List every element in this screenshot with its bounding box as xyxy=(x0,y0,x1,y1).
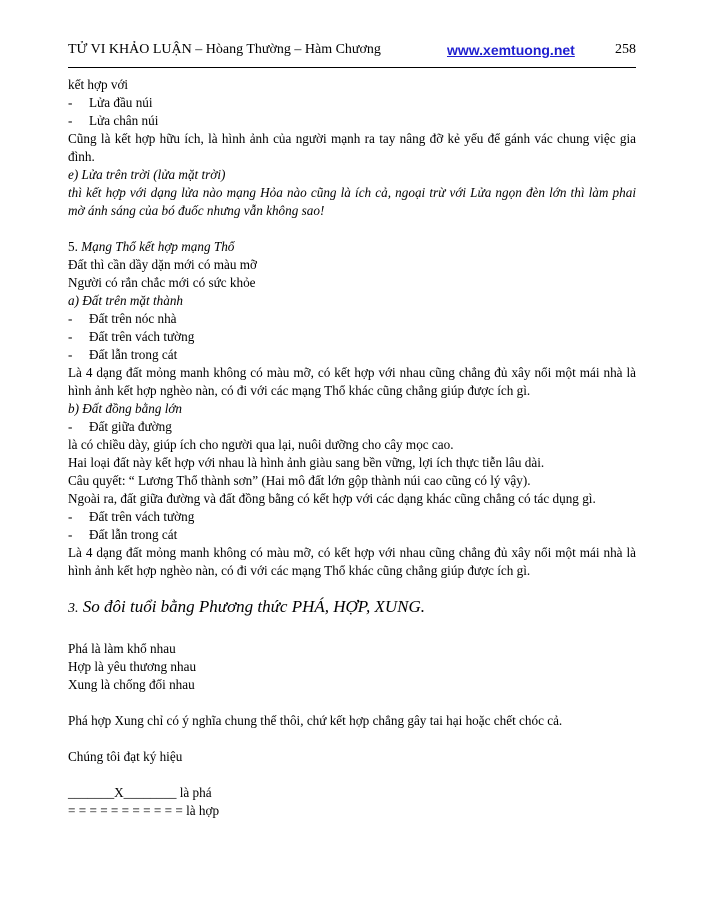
bullet-item xyxy=(68,328,636,346)
symbol-line-hop: = = = = = = = = = = = là hợp xyxy=(68,803,220,818)
subheading: e) Lửa trên trời (lửa mặt trời) xyxy=(68,167,226,182)
text-line: Đất thì cần dầy dặn mới có màu mỡ xyxy=(68,257,257,272)
subsection-title: Mạng Thổ kết hợp mạng Thổ xyxy=(81,239,235,254)
bullet-item xyxy=(68,310,636,328)
paragraph-italic: thì kết hợp với dạng lửa nào mạng Hỏa nào cũng là ích cả, ngoại trừ với Lửa ngọn đèn lớn thì làm phai mờ ánh sáng của bó đuốc nhưng vẫn không sao! xyxy=(68,185,636,218)
bullet-dash: - xyxy=(68,329,73,344)
page-header xyxy=(68,41,636,63)
paragraph: Cũng là kết hợp hữu ích, là hình ảnh của người mạnh ra tay nâng đỡ kẻ yếu để gánh vác chung việc gia đình. xyxy=(68,131,636,164)
website-link[interactable]: www.xemtuong.net xyxy=(447,42,575,58)
bullet-text: Lửa đầu núi xyxy=(89,95,153,110)
bullet-dash: - xyxy=(68,419,73,434)
paragraph: Ngoài ra, đất giữa đường và đất đồng bằng có kết hợp với các dạng khác cũng chẳng có tác dụng gì. xyxy=(68,491,596,506)
section-title: So đôi tuổi bằng Phương thức PHÁ, HỢP, XUNG. xyxy=(82,597,426,616)
bullet-text: Đất trên vách tường xyxy=(89,329,195,344)
page-body xyxy=(68,76,636,820)
text-line: kết hợp với xyxy=(68,77,129,92)
bullet-text: Đất trên nóc nhà xyxy=(89,311,177,326)
bullet-text: Đất lẫn trong cát xyxy=(89,347,178,362)
text-line: Phá là làm khổ nhau xyxy=(68,641,176,656)
bullet-dash: - xyxy=(68,527,73,542)
bullet-dash: - xyxy=(68,311,73,326)
bullet-item xyxy=(68,112,636,130)
text-line: Xung là chống đối nhau xyxy=(68,677,195,692)
bullet-text: Đất lẫn trong cát xyxy=(89,527,178,542)
subheading: a) Đất trên mặt thành xyxy=(68,293,184,308)
bullet-text: Đất trên vách tường xyxy=(89,509,195,524)
section-heading xyxy=(68,596,636,620)
bullet-text: Lửa chân núi xyxy=(89,113,159,128)
paragraph: Là 4 dạng đất mỏng manh không có màu mỡ, có kết hợp với nhau cũng chẳng đủ xây nổi một mái nhà là hình ảnh kết hợp nghèo nàn, có đi với các mạng Thổ khác cũng chẳng giúp được ích gì. xyxy=(68,365,636,398)
book-title: TỬ VI KHẢO LUẬN – Hòang Thường – Hàm Chương xyxy=(68,42,381,57)
subheading: b) Đất đồng bằng lớn xyxy=(68,401,182,416)
bullet-item xyxy=(68,508,636,526)
subsection-number: 5. xyxy=(68,239,78,254)
bullet-dash: - xyxy=(68,113,73,128)
paragraph: Là 4 dạng đất mỏng manh không có màu mỡ, có kết hợp với nhau cũng chẳng đủ xây nổi một mái nhà là hình ảnh kết hợp nghèo nàn, có đi với các mạng Thổ khác cũng chẳng giúp được ích gì. xyxy=(68,545,636,578)
bullet-dash: - xyxy=(68,509,73,524)
text-line: Câu quyết: “ Lương Thổ thành sơn” (Hai mô đất lớn gộp thành núi cao cũng có lý vậy). xyxy=(68,473,531,488)
header-rule xyxy=(68,67,636,68)
bullet-item xyxy=(68,94,636,112)
page-number: 258 xyxy=(615,42,636,57)
symbol-line-pha: _______X________ là phá xyxy=(68,785,212,800)
text-line: Chúng tôi đạt ký hiệu xyxy=(68,749,183,764)
text-line: Hợp là yêu thương nhau xyxy=(68,659,197,674)
section-number: 3. xyxy=(68,601,79,616)
bullet-dash: - xyxy=(68,95,73,110)
bullet-dash: - xyxy=(68,347,73,362)
text-line: Hai loại đất này kết hợp với nhau là hình ảnh giàu sang bền vững, lợi ích thực tiễn lâu dài. xyxy=(68,455,545,470)
bullet-item xyxy=(68,526,636,544)
bullet-item xyxy=(68,346,636,364)
subsection-heading xyxy=(68,238,636,256)
text-line: Người có rắn chắc mới có sức khỏe xyxy=(68,275,256,290)
text-line: là có chiều dày, giúp ích cho người qua lại, nuôi dưỡng cho cây mọc cao. xyxy=(68,437,454,452)
bullet-text: Đất giữa đường xyxy=(89,419,172,434)
text-line: Phá hợp Xung chỉ có ý nghĩa chung thế thôi, chứ kết hợp chẳng gây tai hại hoặc chết chóc cả. xyxy=(68,713,563,728)
bullet-item xyxy=(68,418,636,436)
